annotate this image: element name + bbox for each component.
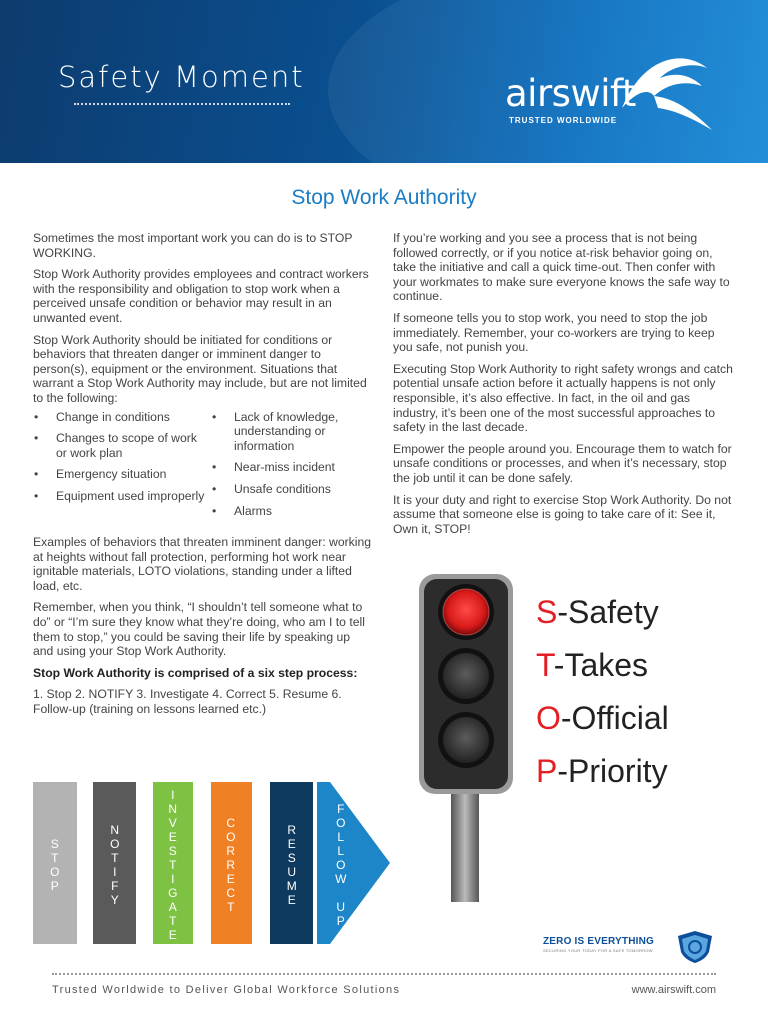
acronym-word: -Official <box>560 700 669 736</box>
step-follow-up <box>321 782 361 948</box>
header-title: Safety Moment <box>58 60 305 94</box>
footer-divider <box>52 973 716 975</box>
acronym-letter: S <box>536 594 558 630</box>
step-letter: C <box>226 816 236 830</box>
airswift-logo: airswift <box>505 72 636 115</box>
step-letter: S <box>50 837 60 851</box>
step-letter: P <box>336 914 346 928</box>
acronym-word: -Takes <box>553 647 649 683</box>
step-letter: W <box>335 872 347 886</box>
step-letter: N <box>168 802 178 816</box>
step-notify <box>95 782 135 948</box>
step-letter: O <box>226 830 236 844</box>
footer-tagline: Trusted Worldwide to Deliver Global Workforce Solutions <box>52 984 401 996</box>
step-letter: E <box>287 893 297 907</box>
step-letter: Y <box>110 893 120 907</box>
acronym-line <box>536 692 669 745</box>
traffic-light-icon <box>418 572 518 902</box>
header-banner <box>0 0 768 163</box>
process-heading: Stop Work Authority is comprised of a six step process: <box>33 665 358 680</box>
step-letter: U <box>336 900 346 914</box>
six-step-process-graphic <box>33 778 393 950</box>
paragraph: If someone tells you to stop work, you need to stop the job immediately. Remember, your co-workers are trying to keep you safe, not punish you. <box>393 310 715 355</box>
list-item: • Change in conditions <box>33 410 211 425</box>
paragraph: It is your duty and right to exercise Stop Work Authority. Do not assume that someone else is going to take care of it: See it, Own it, STOP! <box>393 492 732 536</box>
step-letter: U <box>287 865 297 879</box>
situations-list <box>33 410 373 526</box>
paragraph: Sometimes the most important work you can do is to STOP WORKING. <box>33 231 353 260</box>
paragraph: If you’re working and you see a process that is not being followed correctly, or if you notice at-risk behavior going on, take the initiative and call a quick time-out. Then confer with your workmates to make sure everyone knows the safe way to continue. <box>393 231 730 304</box>
acronym-letter: P <box>536 753 558 789</box>
acronym-line <box>536 745 669 798</box>
step-resume <box>272 782 312 948</box>
list-item: • Alarms <box>211 504 373 519</box>
paragraph: Executing Stop Work Authority to right safety wrongs and catch potential unsafe action before it actually happens is not only responsible, it’s also effective. In fact, in the oil and gas industry, it’s been one of the most successful approaches to safety in the last decade. <box>393 361 733 435</box>
acronym-letter: T <box>536 647 554 683</box>
list-item: • Emergency situation <box>33 467 211 482</box>
document-title: Stop Work Authority <box>291 186 477 209</box>
acronym-line <box>536 586 669 639</box>
paragraph: 1. Stop 2. NOTIFY 3. Investigate 4. Correct 5. Resume 6. Follow-up (training on lessons learned etc.) <box>33 687 342 717</box>
step-letter: E <box>226 872 236 886</box>
paragraph: Empower the people around you. Encourage them to watch for unsafe conditions or processes, and when it’s necessary, stop the job until it can be done safely. <box>393 441 732 485</box>
step-letter: L <box>337 844 345 858</box>
step-letter: R <box>226 858 236 872</box>
list-item: • Changes to scope of work or work plan <box>33 431 211 460</box>
step-letter: E <box>168 928 178 942</box>
header-divider <box>74 103 290 105</box>
step-letter: F <box>337 802 345 816</box>
step-letter: L <box>337 830 345 844</box>
acronym-line <box>536 639 669 692</box>
step-letter: E <box>287 837 297 851</box>
zero-is-everything-logo <box>543 936 654 953</box>
step-letter: I <box>171 872 175 886</box>
step-investigate <box>153 782 193 948</box>
step-letter: N <box>110 823 120 837</box>
left-column <box>33 231 373 724</box>
acronym-word: -Safety <box>557 594 659 630</box>
step-letter: C <box>226 886 236 900</box>
step-letter: O <box>50 865 60 879</box>
paragraph: Examples of behaviors that threaten imminent danger: working at heights without fall protection, performing hot work near ignitable materials, LOTO violations, standing under a lifted load, etc. <box>33 535 372 593</box>
step-letter: O <box>110 837 120 851</box>
zero-logo-text: ZERO IS EVERYTHING <box>543 936 655 947</box>
step-letter: P <box>50 879 60 893</box>
paragraph: Stop Work Authority provides employees and contract workers with the responsibility and obligation to stop work when a perceived unsafe condition or behavior may result in an unwanted event. <box>33 267 369 325</box>
step-letter: R <box>287 823 297 837</box>
step-letter: I <box>171 788 175 802</box>
step-letter: V <box>168 816 178 830</box>
footer-website-link[interactable]: www.airswift.com <box>631 984 716 996</box>
bullet-column <box>33 410 211 526</box>
logo-tagline: TRUSTED WORLDWIDE <box>509 116 618 125</box>
step-letter: F <box>111 879 119 893</box>
step-stop <box>35 782 75 948</box>
acronym-letter: O <box>536 700 561 736</box>
list-item: • Near-miss incident <box>211 460 373 475</box>
stop-acronym <box>536 586 669 798</box>
list-item: • Lack of knowledge, understanding or information <box>211 410 373 454</box>
step-letter: A <box>168 900 178 914</box>
paragraph: Remember, when you think, “I shouldn’t tell someone what to do” or “I’m sure they know what they’re doing, who am I to tell them to stop,” you could be saving their life by speaking up and using your Stop Work Authority. <box>33 600 365 659</box>
acronym-word: -Priority <box>557 753 668 789</box>
step-letter: O <box>336 816 346 830</box>
step-letter: O <box>336 858 346 872</box>
zero-logo-subtext: SECURING YOUR TODAY FOR A SAFE TOMORROW <box>543 948 653 953</box>
step-letter: T <box>111 851 119 865</box>
step-letter: S <box>168 844 178 858</box>
step-letter: E <box>168 830 178 844</box>
step-letter: G <box>168 886 178 900</box>
step-letter: T <box>169 858 177 872</box>
step-letter: T <box>51 851 59 865</box>
step-letter: R <box>226 844 236 858</box>
step-correct <box>211 782 251 948</box>
step-letter: M <box>286 879 298 893</box>
right-column <box>393 231 735 543</box>
paragraph: Stop Work Authority should be initiated for conditions or behaviors that threaten danger or imminent danger to person(s), equipment or the environment. Situations that warrant a Stop Work Authority may include, but are not limited to the following: <box>33 332 367 405</box>
shield-icon <box>676 930 714 964</box>
step-letter: T <box>227 900 235 914</box>
step-letter-gap <box>335 886 347 900</box>
bullet-column <box>211 410 373 526</box>
step-letter: I <box>113 865 117 879</box>
step-letter: S <box>287 851 297 865</box>
step-letter: T <box>169 914 177 928</box>
list-item: • Unsafe conditions <box>211 482 373 497</box>
list-item: • Equipment used improperly <box>33 489 211 504</box>
